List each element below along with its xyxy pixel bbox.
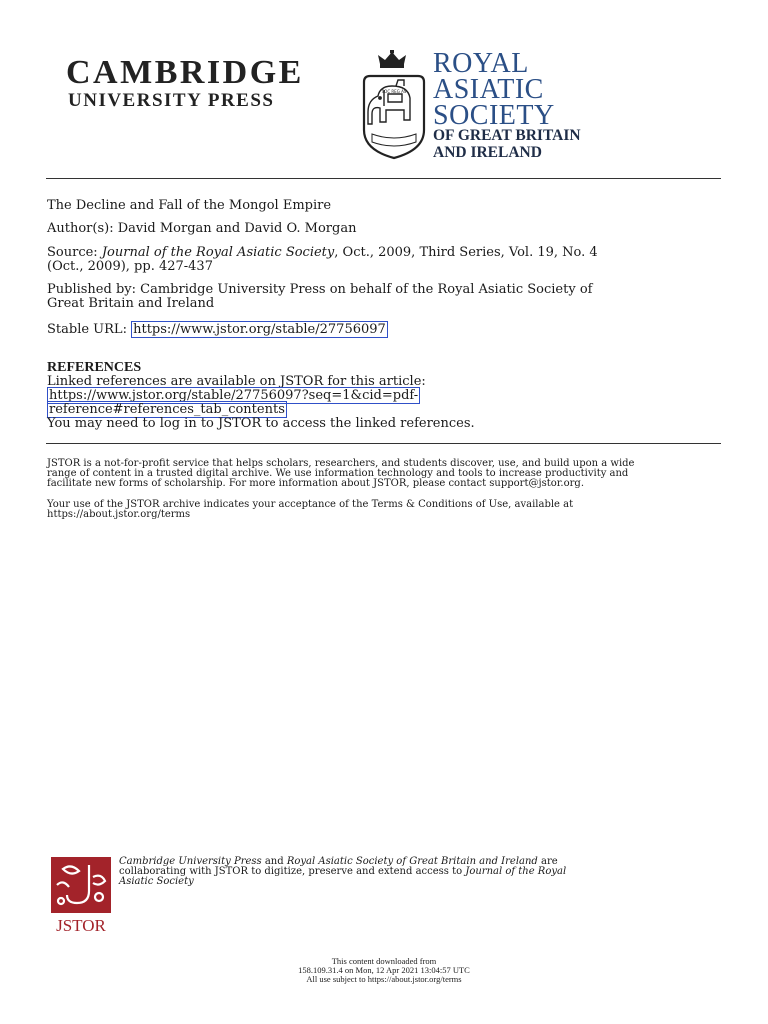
- stable-url-line: [47, 323, 727, 337]
- references-link[interactable]: https://www.jstor.org/stable/27756097?seq=1&cid=pdf-: [49, 388, 419, 403]
- ras-logo-line1: ROYAL: [433, 48, 529, 79]
- ras-logo-line2: ASIATIC: [433, 74, 544, 105]
- published-value: Cambridge University Press on behalf of the Royal Asiatic Society of: [140, 282, 593, 297]
- ras-logo-line3: SOCIETY: [433, 100, 555, 131]
- collab-statement: collaborating with JSTOR to digitize, preserve and extend access to: [119, 866, 466, 877]
- references-intro: Linked references are available on JSTOR for this article:: [47, 374, 426, 389]
- collab-are: are: [537, 856, 558, 867]
- authors-label: Author(s):: [47, 221, 114, 236]
- source-line-2: (Oct., 2009), pp. 427-437: [47, 259, 213, 274]
- published-label: Published by:: [47, 282, 136, 297]
- collab-line2: [119, 867, 719, 878]
- ras-crest-motto: SOC REG AS: [381, 89, 407, 94]
- ras-logo-line5: AND IRELAND: [433, 144, 542, 161]
- collab-journal: Journal of the Royal: [465, 866, 567, 877]
- ras-crest-icon: [358, 50, 430, 162]
- source-details: , Oct., 2009, Third Series, Vol. 19, No. 4: [334, 245, 598, 260]
- footer-line3: All use subject to https://about.jstor.org/terms: [306, 974, 462, 984]
- source-journal: Journal of the Royal Asiatic Society: [101, 245, 335, 260]
- footer-line1: This content downloaded from: [331, 956, 437, 966]
- references-heading: REFERENCES: [47, 360, 142, 375]
- stable-url-label: Stable URL:: [47, 322, 127, 337]
- authors-line: [47, 222, 727, 236]
- references-link-line2-wrap: [47, 403, 727, 417]
- terms-notice-line1: Your use of the JSTOR archive indicates your acceptance of the Terms & Conditions of Use, available at: [47, 499, 574, 510]
- references-login-note: You may need to log in to JSTOR to access the linked references.: [47, 416, 475, 431]
- article-title: The Decline and Fall of the Mongol Empire: [47, 198, 332, 213]
- collab-publisher1: Cambridge University Press: [119, 856, 262, 867]
- ras-logo-line4: OF GREAT BRITAIN: [433, 127, 581, 144]
- stable-url-link[interactable]: https://www.jstor.org/stable/27756097: [133, 322, 386, 337]
- cup-logo-line1: CAMBRIDGE: [66, 54, 304, 91]
- collab-line3: [119, 877, 719, 888]
- published-line: [47, 283, 727, 297]
- source-label: Source:: [47, 245, 98, 260]
- collab-journal-cont: Asiatic Society: [119, 876, 194, 887]
- footer-line2: 158.109.31.4 on Mon, 12 Apr 2021 13:04:57 UTC: [298, 965, 470, 975]
- references-link-continued[interactable]: reference#references_tab_contents: [49, 402, 285, 417]
- collab-publisher2: Royal Asiatic Society of Great Britain and Ireland: [286, 856, 538, 867]
- references-divider: [46, 443, 721, 444]
- jstor-notice-line3: facilitate new forms of scholarship. For more information about JSTOR, please contact support@jstor.org.: [47, 478, 584, 489]
- jstor-notice-line1: JSTOR is a not-for-profit service that helps scholars, researchers, and students discover, use, and build upon a wide: [47, 458, 635, 469]
- authors-value: David Morgan and David O. Morgan: [117, 221, 357, 236]
- cup-logo-line2: UNIVERSITY PRESS: [68, 90, 275, 111]
- header-divider: [46, 178, 721, 179]
- jstor-wordmark: JSTOR: [56, 916, 106, 933]
- published-line-2: Great Britain and Ireland: [47, 296, 215, 311]
- collab-and: and: [261, 856, 287, 867]
- terms-notice-line2: https://about.jstor.org/terms: [47, 509, 191, 520]
- source-line: [47, 246, 727, 260]
- jstor-notice-line2: range of content in a trusted digital archive. We use information technology and tools to increase productivity and: [47, 468, 629, 479]
- jstor-logo-icon: [49, 857, 113, 933]
